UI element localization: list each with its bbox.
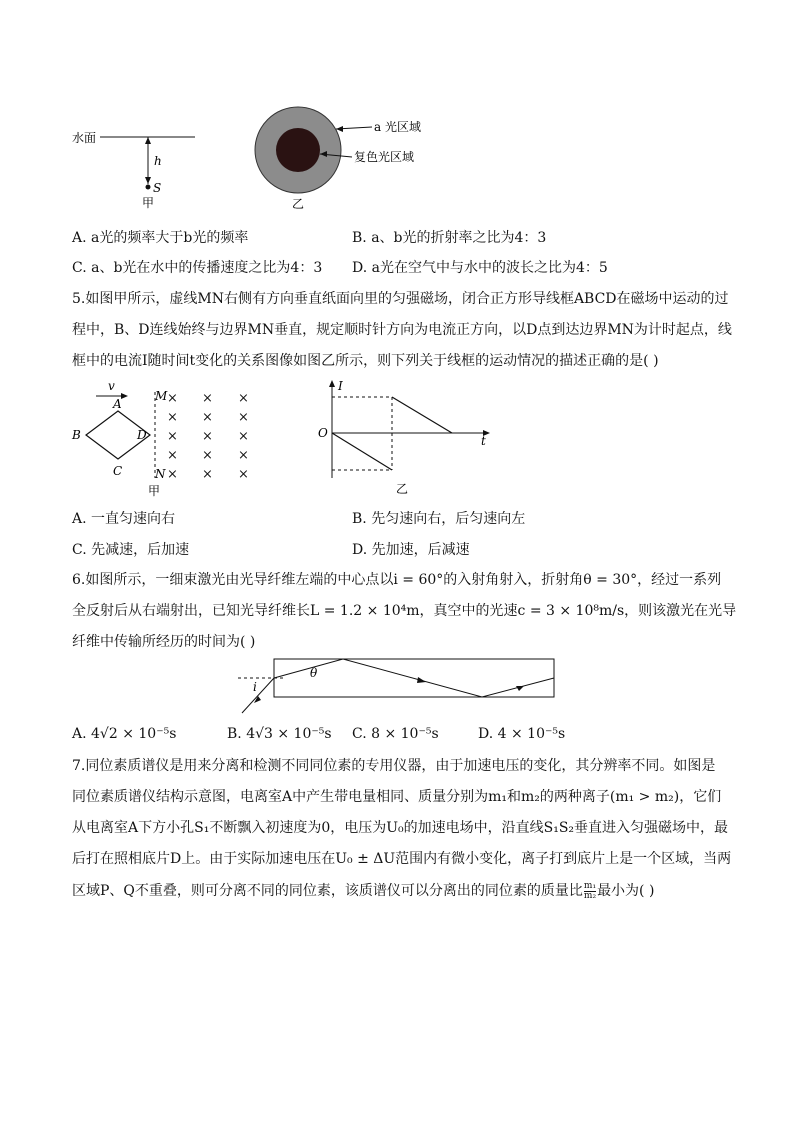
figure-jia-label-q5: 甲 xyxy=(148,484,161,498)
magnetic-field-marks xyxy=(167,391,249,482)
vertex-d-label: D xyxy=(137,428,147,442)
field-mark: × xyxy=(202,448,213,463)
q5-stem-line-3: 框中的电流I随时间t变化的关系图像如图乙所示，则下列关于线框的运动情况的描述正确的是( ) xyxy=(72,353,659,369)
q7-stem-line-5 xyxy=(72,881,654,901)
field-mark: × xyxy=(167,410,178,425)
incident-ray xyxy=(242,678,274,713)
current-line-return xyxy=(392,397,452,433)
q4-option-a: A. a光的频率大于b光的频率 xyxy=(72,230,249,246)
field-mark: × xyxy=(202,467,213,482)
fraction-denominator: m₂ xyxy=(583,890,597,901)
vertex-b-label: B xyxy=(72,428,81,442)
field-mark: × xyxy=(202,429,213,444)
field-mark: × xyxy=(238,448,249,463)
q6-option-c: C. 8 × 10⁻⁵s xyxy=(352,726,439,742)
vertex-c-label: C xyxy=(113,464,123,478)
q5-option-b: B. 先匀速向右，后匀速向左 xyxy=(352,511,526,527)
fraction-numerator: m₁ xyxy=(583,880,597,891)
q7-stem-line-5-end: 最小为( ) xyxy=(597,883,655,899)
q6-stem-line-3: 纤维中传输所经历的时间为( ) xyxy=(72,634,256,650)
field-mark: × xyxy=(167,467,178,482)
figure-magnetic-frame xyxy=(60,378,520,498)
field-mark: × xyxy=(167,448,178,463)
q5-stem-line-2: 程中，B、D连线始终与边界MN垂直，规定顺时针方向为电流正方向，以D点到达边界MN为计时起点，线 xyxy=(72,322,732,338)
depth-arrow-down xyxy=(145,177,151,184)
q7-stem-line-1: 7.同位素质谱仪是用来分离和检测不同同位素的专用仪器，由于加速电压的变化，其分辨率不同。如图是 xyxy=(72,758,716,774)
q7-stem-line-4: 后打在照相底片D上。由于实际加速电压在U₀ ± ΔU范围内有微小变化，离子打到底片上是一个区域，当两 xyxy=(72,851,732,867)
water-surface-label: 水面 xyxy=(72,131,97,145)
q5-option-c: C. 先减速，后加速 xyxy=(72,542,190,558)
vertex-a-label: A xyxy=(113,397,122,411)
field-mark: × xyxy=(238,391,249,406)
q4-option-c: C. a、b光在水中的传播速度之比为4：3 xyxy=(72,260,323,276)
incidence-angle-label: i xyxy=(253,680,257,694)
refraction-angle-label: θ xyxy=(310,666,318,680)
mixed-region-label: 复色光区域 xyxy=(354,150,415,164)
q6-stem-line-2: 全反射后从右端射出，已知光导纤维长L = 1.2 × 10⁴m，真空中的光速c = 3 × 10⁸m/s，则该激光在光导 xyxy=(72,603,737,619)
point-n-label: N xyxy=(155,467,166,481)
light-source-point xyxy=(146,185,151,190)
figure-yi-label: 乙 xyxy=(292,197,305,211)
q4-option-b: B. a、b光的折射率之比为4：3 xyxy=(352,230,547,246)
field-mark: × xyxy=(167,429,178,444)
figure-jia-label: 甲 xyxy=(142,196,155,210)
field-mark: × xyxy=(238,410,249,425)
field-mark: × xyxy=(238,429,249,444)
incident-ray-arrow xyxy=(254,696,261,703)
field-mark: × xyxy=(167,391,178,406)
field-mark: × xyxy=(238,467,249,482)
q7-stem-line-3: 从电离室A下方小孔S₁不断飘入初速度为0，电压为U₀的加速电场中，沿直线S₁S₂垂直进入匀强磁场中，最 xyxy=(72,820,729,836)
origin-label: O xyxy=(318,426,328,440)
q7-stem-line-2: 同位素质谱仪结构示意图，电离室A中产生带电量相同、质量分别为m₁和m₂的两种离子(m₁ > m₂)，它们 xyxy=(72,789,722,805)
t-axis-label: t xyxy=(481,434,486,448)
velocity-arrow-head xyxy=(121,393,128,399)
depth-arrow-up xyxy=(145,137,151,144)
field-mark: × xyxy=(202,410,213,425)
field-mark: × xyxy=(202,391,213,406)
a-region-label: a 光区域 xyxy=(374,120,421,134)
point-m-label: M xyxy=(155,389,168,403)
i-axis-label: I xyxy=(338,379,343,393)
i-axis-arrow xyxy=(329,380,335,387)
light-path-arrow xyxy=(417,677,426,683)
q6-option-d: D. 4 × 10⁻⁵s xyxy=(478,726,566,742)
depth-label: h xyxy=(154,154,162,168)
q4-option-d: D. a光在空气中与水中的波长之比为4：5 xyxy=(352,260,608,276)
q6-stem-line-1: 6.如图所示，一细束激光由光导纤维左端的中心点以i = 60°的入射角射入，折射角θ = 30°，经过一系列 xyxy=(72,572,722,588)
q7-stem-line-5-text: 区域P、Q不重叠，则可分离不同的同位素，该质谱仪可以分离出的同位素的质量比 xyxy=(72,883,583,899)
current-line-decrease xyxy=(332,433,392,470)
figure-water-light xyxy=(60,100,460,215)
q5-option-a: A. 一直匀速向右 xyxy=(72,511,176,527)
figure-yi-label-q5: 乙 xyxy=(396,482,409,496)
q5-stem-line-1: 5.如图甲所示，虚线MN右侧有方向垂直纸面向里的匀强磁场，闭合正方形导线框ABCD在磁场中运动的过 xyxy=(72,291,729,307)
figure-optical-fiber xyxy=(230,655,570,717)
mass-ratio-fraction xyxy=(584,882,596,901)
q5-option-d: D. 先加速，后减速 xyxy=(352,542,470,558)
velocity-label: v xyxy=(108,379,115,393)
q6-option-b: B. 4√3 × 10⁻⁵s xyxy=(227,726,332,742)
mixed-light-region xyxy=(276,128,320,172)
source-label: S xyxy=(153,181,162,195)
q6-option-a: A. 4√2 × 10⁻⁵s xyxy=(72,726,177,742)
light-path-arrow-2 xyxy=(516,686,524,691)
